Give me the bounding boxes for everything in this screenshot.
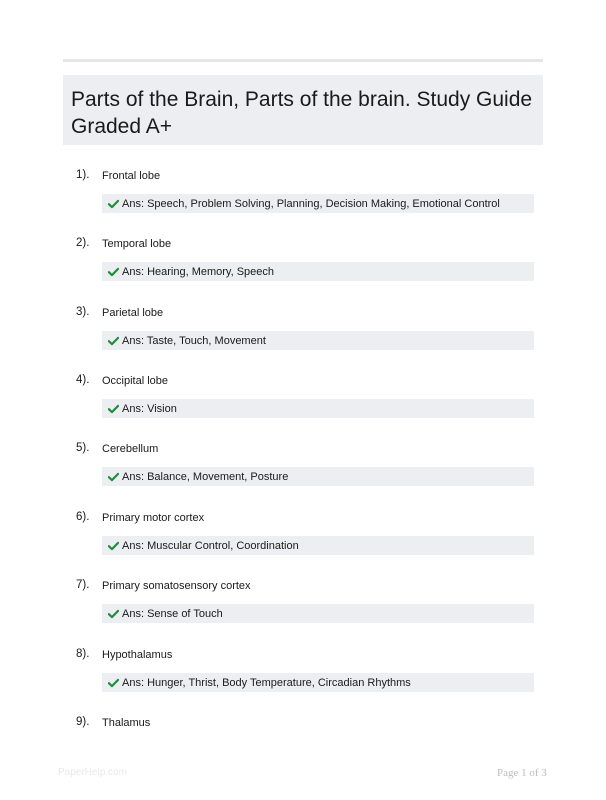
answer-text: Ans: Taste, Touch, Movement [122,334,266,347]
question-text: Primary motor cortex [102,512,205,524]
answer-text: Ans: Sense of Touch [122,607,223,620]
check-icon [108,541,119,551]
title-banner [63,75,543,145]
question-text: Occipital lobe [102,375,169,387]
answer-text: Ans: Vision [122,402,177,415]
answer-box [102,604,534,623]
check-icon [108,267,119,277]
answer-text: Ans: Hunger, Thrist, Body Temperature, Circadian Rhythms [122,676,411,689]
answer-box [102,331,534,350]
answer-text: Ans: Hearing, Memory, Speech [122,265,275,278]
answer-box [102,194,534,213]
question-number: 6). [76,511,90,523]
top-divider [63,59,543,62]
document-title: Parts of the Brain, Parts of the brain. Study Guide Graded A+ [71,88,533,138]
answer-box [102,262,534,281]
check-icon [108,336,119,346]
check-icon [108,404,119,414]
question-text: Primary somatosensory cortex [102,580,251,592]
question-text: Hypothalamus [102,649,173,661]
question-text: Temporal lobe [102,238,172,250]
answer-text: Ans: Speech, Problem Solving, Planning, Decision Making, Emotional Control [122,197,500,210]
check-icon [108,609,119,619]
question-number: 8). [76,648,90,660]
check-icon [108,199,119,209]
answer-box [102,673,534,692]
question-text: Thalamus [102,717,151,729]
question-number: 7). [76,579,90,591]
question-number: 3). [76,306,90,318]
answer-box [102,399,534,418]
question-number: 5). [76,442,90,454]
check-icon [108,472,119,482]
footer-watermark: PaperHelp.com [58,767,127,778]
answer-box [102,536,534,555]
page-number: Page 1 of 3 [497,767,547,779]
question-text: Parietal lobe [102,307,164,319]
question-number: 1). [76,169,90,181]
question-number: 2). [76,237,90,249]
answer-text: Ans: Balance, Movement, Posture [122,470,289,483]
question-text: Frontal lobe [102,170,161,182]
answer-text: Ans: Muscular Control, Coordination [122,539,299,552]
answer-box [102,467,534,486]
question-number: 9). [76,716,90,728]
question-number: 4). [76,374,90,386]
question-text: Cerebellum [102,443,159,455]
check-icon [108,678,119,688]
